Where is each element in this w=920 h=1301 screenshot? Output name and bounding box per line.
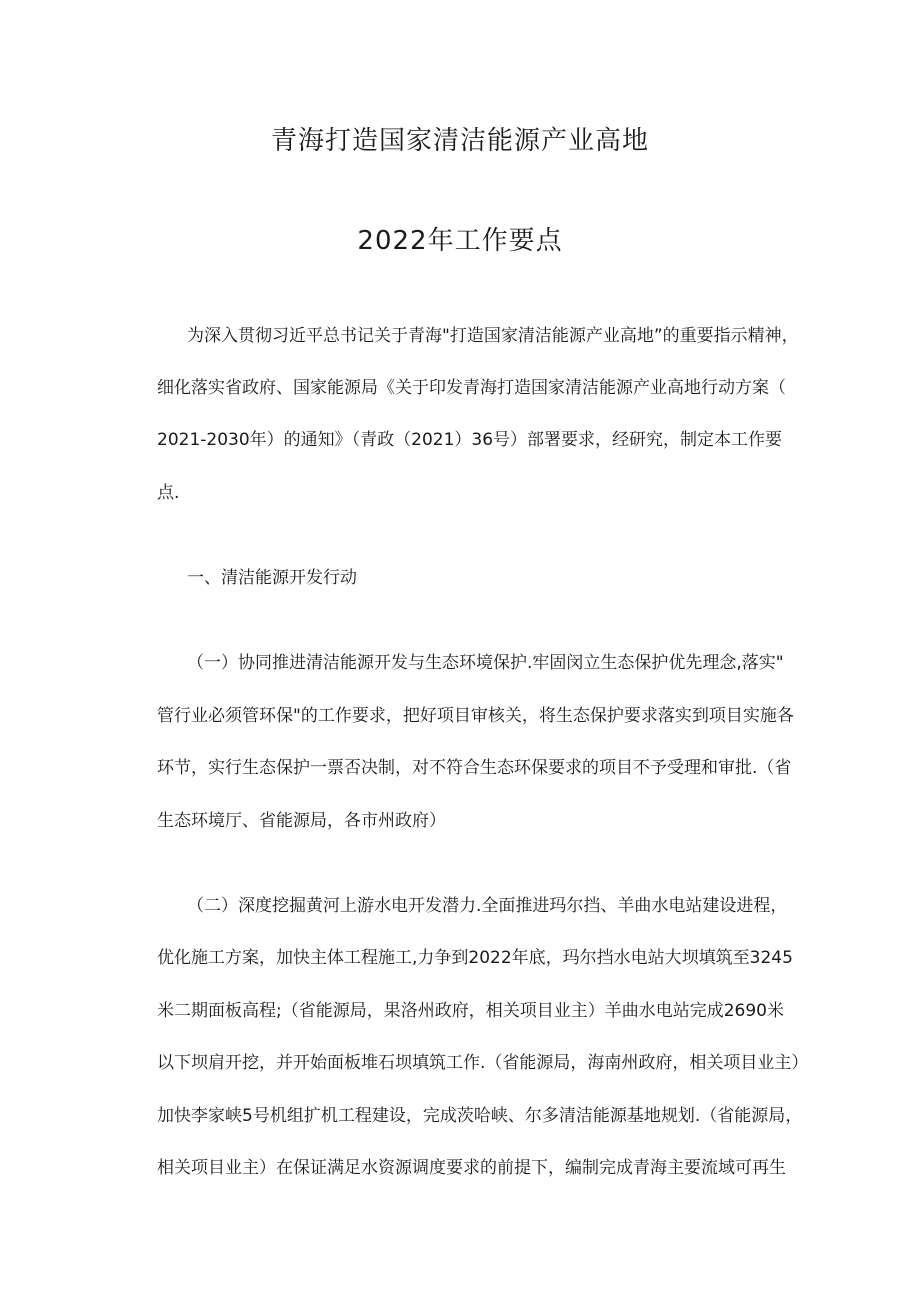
item-2-line: （二）深度挖掘黄河上游水电开发潜力.全面推进玛尔挡、羊曲水电站建设进程， — [187, 896, 788, 916]
item-1-line: 管行业必须管环保"的工作要求，把好项目审核关，将生态保护要求落实到项目实施各 — [157, 706, 794, 726]
section-heading: 一、清洁能源开发行动 — [187, 568, 357, 588]
item-1-line: 环节，实行生态保护一票否决制，对不符合生态环保要求的项目不予受理和审批.（省 — [157, 758, 792, 778]
item-1-line: （一）协同推进清洁能源开发与生态环境保护.牢固闵立生态保护优先理念,落实" — [187, 653, 784, 673]
intro-line: 细化落实省政府、国家能源局《关于印发青海打造国家清洁能源产业高地行动方案（ — [157, 378, 786, 398]
item-2-line: 米二期面板高程;（省能源局，果洛州政府，相关项目业主）羊曲水电站完成2690米 — [157, 1001, 784, 1021]
intro-line: 2021-2030年）的通知》（青政（2021）36号）部署要求，经研究，制定本工作要 — [157, 430, 783, 450]
intro-line: 为深入贯彻习近平总书记关于青海"打造国家清洁能源产业高地”的重要指示精神， — [187, 326, 799, 346]
document-title-line2: 2022年工作要点 — [357, 226, 563, 256]
item-1-line: 生态环境厅、省能源局，各市州政府） — [157, 811, 446, 831]
document-title-line1: 青海打造国家清洁能源产业高地 — [270, 126, 649, 156]
item-2-line: 以下坝肩开挖，并开始面板堆石坝填筑工作.（省能源局，海南州政府，相关项目业主） — [157, 1053, 809, 1073]
item-2-line: 加快李家峡5号机组扩机工程建设，完成茨哈峡、尔多清洁能源基地规划.（省能源局， — [157, 1106, 803, 1126]
item-2-line: 相关项目业主）在保证满足水资源调度要求的前提下，编制完成青海主要流域可再生 — [157, 1158, 786, 1178]
item-2-line: 优化施工方案，加快主体工程施工,力争到2022年底，玛尔挡水电站大坝填筑至3245 — [157, 948, 793, 968]
intro-line: 点. — [157, 483, 180, 503]
